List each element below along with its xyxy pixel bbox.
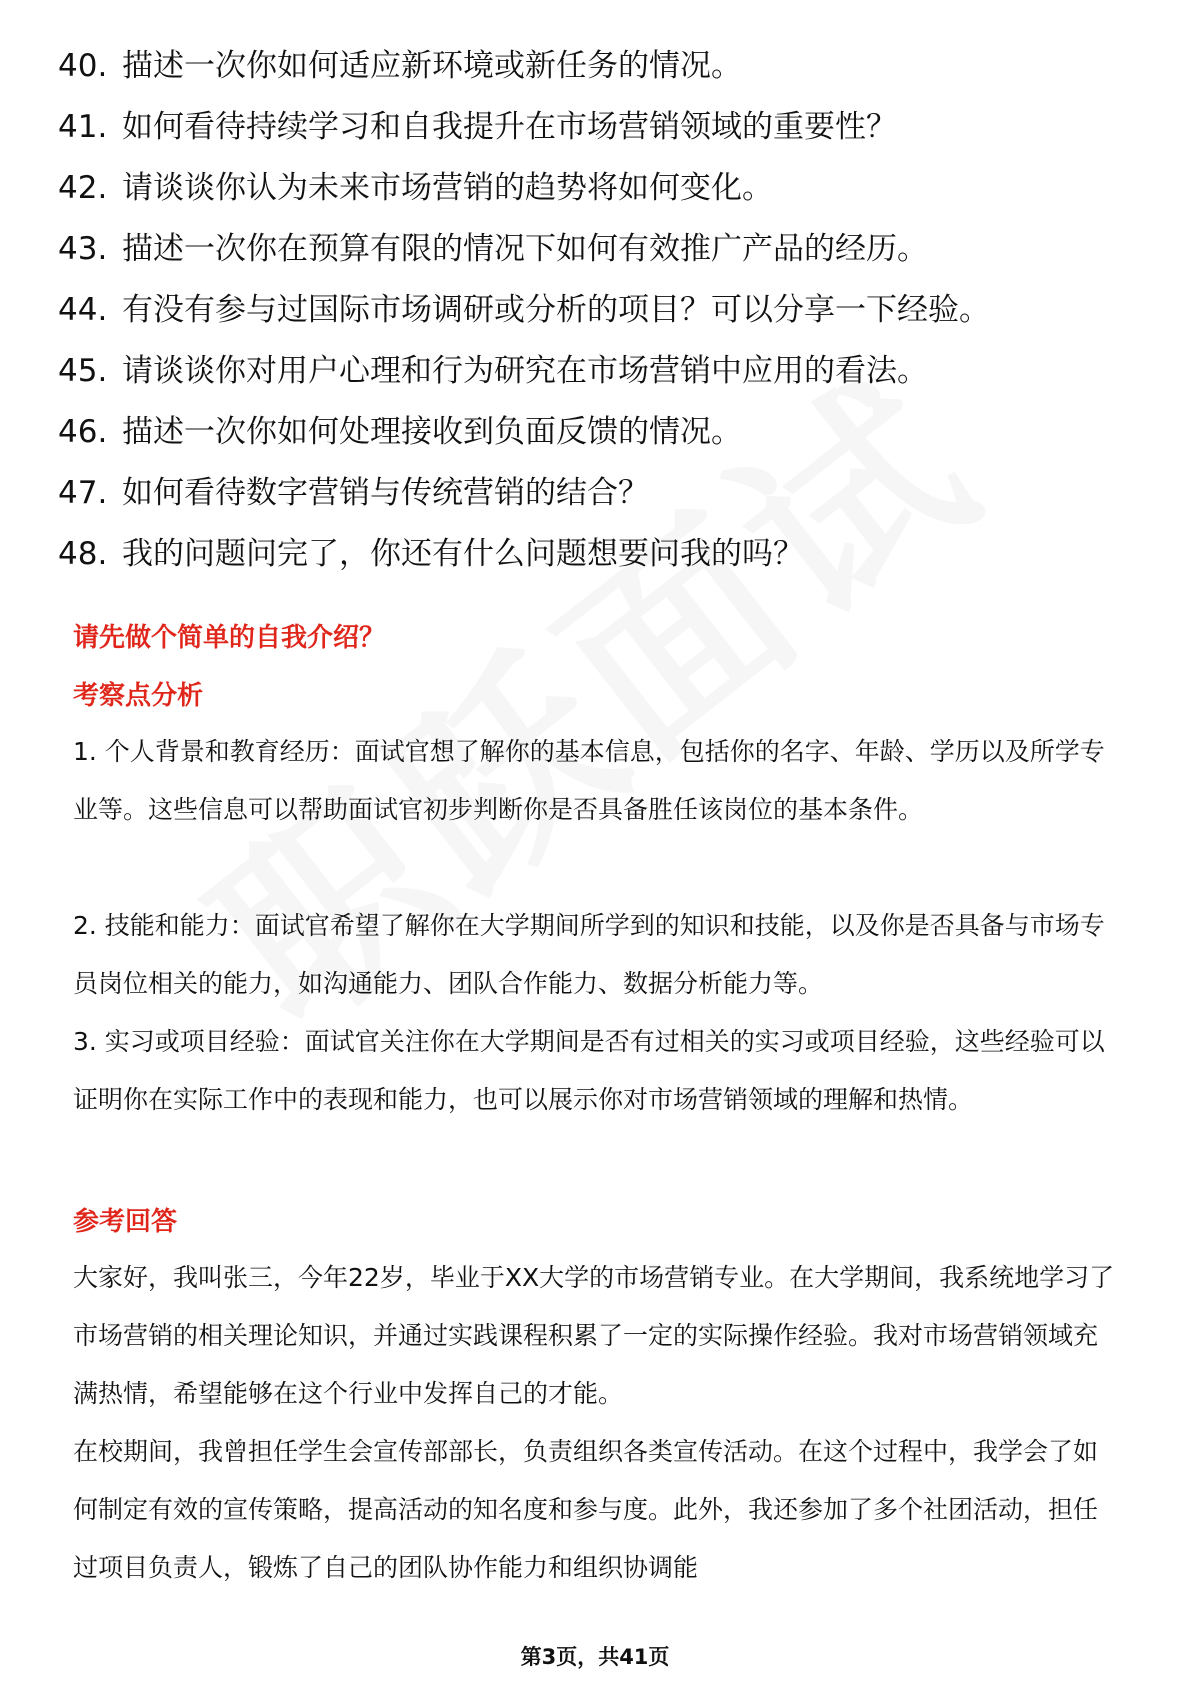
analysis-point: 2. 技能和能力：面试官希望了解你在大学期间所学到的知识和技能，以及你是否具备与市场专员岗位相关的能力，如沟通能力、团队合作能力、数据分析能力等。 [73,911,1105,998]
question-text: 我的问题问完了，你还有什么问题想要问我的吗？ [122,536,804,572]
question-number: 43. [58,231,108,267]
question-text: 请谈谈你对用户心理和行为研究在市场营销中应用的看法。 [122,353,928,389]
list-item [58,351,1138,412]
list-item [58,46,1138,107]
question-text: 描述一次你如何处理接收到负面反馈的情况。 [122,414,742,450]
answer-paragraph: 大家好，我叫张三，今年22岁，毕业于XX大学的市场营销专业。在大学期间，我系统地学习了市场营销的相关理论知识，并通过实践课程积累了一定的实际操作经验。我对市场营销领域充满热情，希望能够在这个行业中发挥自己的才能。 [73,1263,1115,1408]
question-text: 描述一次你如何适应新环境或新任务的情况。 [122,48,742,84]
question-list [58,46,1138,595]
question-number: 44. [58,292,108,328]
analysis-heading: 考察点分析 [73,681,204,711]
list-item [58,107,1138,168]
question-number: 46. [58,414,108,450]
page-number: 第3页，共41页 [520,1645,670,1669]
analysis-point: 1. 个人背景和教育经历：面试官想了解你的基本信息，包括你的名字、年龄、学历以及所学专业等。这些信息可以帮助面试官初步判断你是否具备胜任该岗位的基本条件。 [73,737,1105,824]
answer-paragraph: 在校期间，我曾担任学生会宣传部部长，负责组织各类宣传活动。在这个过程中，我学会了如何制定有效的宣传策略，提高活动的知名度和参与度。此外，我还参加了多个社团活动，担任过项目负责人，锻炼了自己的团队协作能力和组织协调能 [73,1437,1099,1582]
question-number: 45. [58,353,108,389]
question-heading: 请先做个简单的自我介绍？ [73,623,386,653]
question-number: 42. [58,170,108,206]
question-text: 描述一次你在预算有限的情况下如何有效推广产品的经历。 [122,231,928,267]
list-item [58,412,1138,473]
question-text: 有没有参与过国际市场调研或分析的项目？可以分享一下经验。 [122,292,990,328]
question-text: 如何看待数字营销与传统营销的结合？ [122,475,649,511]
list-item [58,168,1138,229]
question-text: 如何看待持续学习和自我提升在市场营销领域的重要性？ [122,109,897,145]
question-text: 请谈谈你认为未来市场营销的趋势将如何变化。 [122,170,773,206]
list-item [58,473,1138,534]
question-number: 48. [58,536,108,572]
answer-heading: 参考回答 [73,1207,178,1237]
list-item [58,534,1138,595]
list-item [58,229,1138,290]
question-number: 47. [58,475,108,511]
question-number: 41. [58,109,108,145]
list-item [58,290,1138,351]
question-number: 40. [58,48,108,84]
analysis-point: 3. 实习或项目经验：面试官关注你在大学期间是否有过相关的实习或项目经验，这些经验可以证明你在实际工作中的表现和能力，也可以展示你对市场营销领域的理解和热情。 [73,1027,1105,1114]
